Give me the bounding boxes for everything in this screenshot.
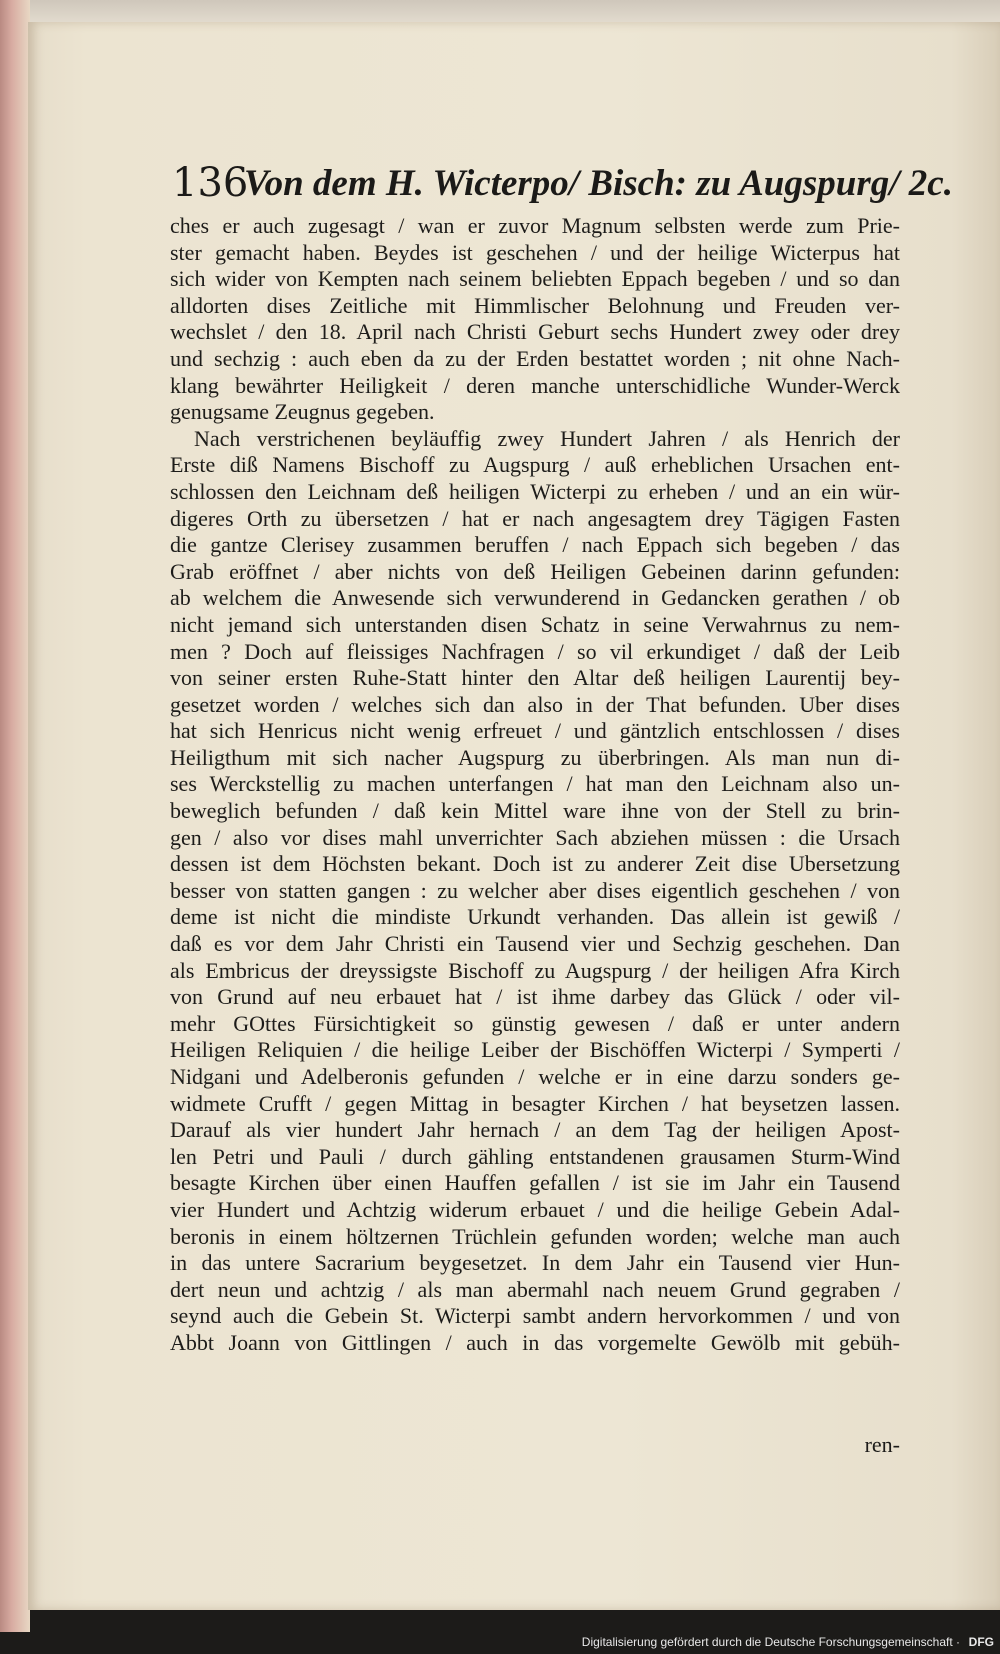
text-line: von Grund auf neu erbauet hat / ist ihme darbey das Glück / oder vil-: [170, 984, 900, 1010]
footer-bar: [0, 1632, 1000, 1654]
text-line: in das untere Sacrarium beygesetzet. In dem Jahr ein Tausend vier Hun-: [170, 1250, 900, 1276]
text-line: len Petri und Pauli / durch gähling entstandenen grausamen Sturm-Wind: [170, 1143, 900, 1169]
text-line: deme ist nicht die mindiste Urkundt verhanden. Das allein ist gewiß /: [170, 904, 900, 930]
text-line: ab welchem die Anwesende sich verwunderend in Gedancken gerathen / ob: [170, 585, 900, 611]
book-page-edges: [0, 0, 30, 1654]
text-line: beronis in einem höltzernen Trüchlein gefunden worden; welche man auch: [170, 1223, 900, 1249]
page-header: [172, 160, 953, 210]
text-line: klang bewährter Heiligkeit / deren manche unterschidliche Wunder-Werck: [170, 372, 900, 398]
dfg-logo: DFG: [968, 1635, 994, 1649]
text-line: men ? Doch auf fleissiges Nachfragen / so vil erkundiget / daß der Leib: [170, 638, 900, 664]
text-line: als Embricus der dreyssigste Bischoff zu Augspurg / der heiligen Afra Kirch: [170, 957, 900, 983]
text-line: dert neun und achtzig / als man abermahl nach neuem Grund gegraben /: [170, 1276, 900, 1302]
text-line: dessen ist dem Höchsten bekant. Doch ist zu anderer Zeit dise Ubersetzung: [170, 851, 900, 877]
text-line: Nidgani und Adelberonis gefunden / welche er in eine darzu sonders ge-: [170, 1064, 900, 1089]
catchword: ren-: [864, 1432, 900, 1457]
text-line: widmete Crufft / gegen Mittag in besagter Kirchen / hat beysetzen lassen.: [170, 1090, 900, 1116]
text-line: Grab eröffnet / aber nichts von deß Heiligen Gebeinen darinn gefunden:: [170, 558, 900, 584]
text-line: gen / also vor dises mahl unverrichter Sach abziehen müssen : die Ursach: [170, 824, 900, 850]
text-line: Erste diß Namens Bischoff zu Augspurg / auß erheblichen Ursachen ent-: [170, 452, 900, 478]
funding-credit: Digitalisierung gefördert durch die Deutsche Forschungsgemeinschaft ·: [581, 1635, 960, 1649]
text-line: Darauf als vier hundert Jahr hernach / an dem Tag der heiligen Apost-: [170, 1117, 900, 1143]
text-line: hat sich Henricus nicht wenig erfreuet / und gäntzlich entschlossen / dises: [170, 718, 900, 744]
text-line: nicht jemand sich unterstanden disen Schatz in seine Verwahrnus zu nem-: [170, 611, 900, 637]
text-line: Abbt Joann von Gittlingen / auch in das vorgemelte Gewölb mit gebüh-: [170, 1329, 900, 1355]
text-line: schlossen den Leichnam deß heiligen Wicterpi zu erheben / und an ein wür-: [170, 478, 900, 504]
text-line: ses Werckstellig zu machen unterfangen / hat man den Leichnam also un-: [170, 771, 900, 797]
text-line: genugsame Zeugnus gegeben.: [170, 399, 435, 425]
text-line: Nach verstrichenen beyläuffig zwey Hundert Jahren / als Henrich der: [194, 425, 900, 451]
text-line: ster gemacht haben. Beydes ist geschehen / und der heilige Wicterpus hat: [170, 239, 900, 265]
text-line: beweglich befunden / daß kein Mittel ware ihne von der Stell zu brin-: [170, 798, 900, 824]
text-line: und sechzig : auch eben da zu der Erden bestattet worden ; nit ohne Nach-: [170, 345, 900, 371]
text-line: Heiligthum mit sich nacher Augspurg zu überbringen. Als man nun di-: [170, 744, 900, 770]
body-text: [170, 213, 900, 1357]
running-title: Von dem H. Wicterpo/ Bisch: zu Augspurg/ 2c.: [244, 163, 953, 204]
text-line: besser von statten gangen : zu welcher aber dises eigentlich geschehen / von: [170, 877, 900, 903]
text-line: besagte Kirchen über einen Hauffen gefallen / ist sie im Jahr ein Tausend: [170, 1170, 900, 1196]
text-line: gesetzet worden / welches sich dan also in der That befunden. Uber dises: [170, 691, 900, 717]
text-line: sich wider von Kempten nach seinem beliebten Eppach begeben / und so dan: [170, 266, 900, 292]
text-line: daß es vor dem Jahr Christi ein Tausend vier und Sechzig geschehen. Dan: [170, 931, 900, 957]
text-line: die gantze Clerisey zusammen beruffen / nach Eppach sich begeben / das: [170, 532, 900, 558]
text-line: ches er auch zugesagt / wan er zuvor Magnum selbsten werde zum Prie-: [170, 213, 900, 238]
text-line: vier Hundert und Achtzig widerum erbauet / und die heilige Gebein Adal-: [170, 1196, 900, 1222]
text-line: alldorten dises Zeitliche mit Himmlischer Belohnung und Freuden ver-: [170, 292, 900, 318]
text-line: digeres Orth zu übersetzen / hat er nach angesagtem drey Tägigen Fasten: [170, 505, 900, 531]
text-line: von seiner ersten Ruhe-Statt hinter den Altar deß heiligen Laurentij bey-: [170, 665, 900, 691]
text-line: wechslet / den 18. April nach Christi Geburt sechs Hundert zwey oder drey: [170, 319, 900, 345]
page-number: 136: [172, 160, 249, 206]
text-line: seynd auch die Gebein St. Wicterpi sambt andern hervorkommen / und von: [170, 1303, 900, 1329]
text-line: mehr GOttes Fürsichtigkeit so günstig gewesen / daß er unter andern: [170, 1010, 900, 1036]
text-line: Heiligen Reliquien / die heilige Leiber der Bischöffen Wicterpi / Symperti /: [170, 1037, 900, 1063]
